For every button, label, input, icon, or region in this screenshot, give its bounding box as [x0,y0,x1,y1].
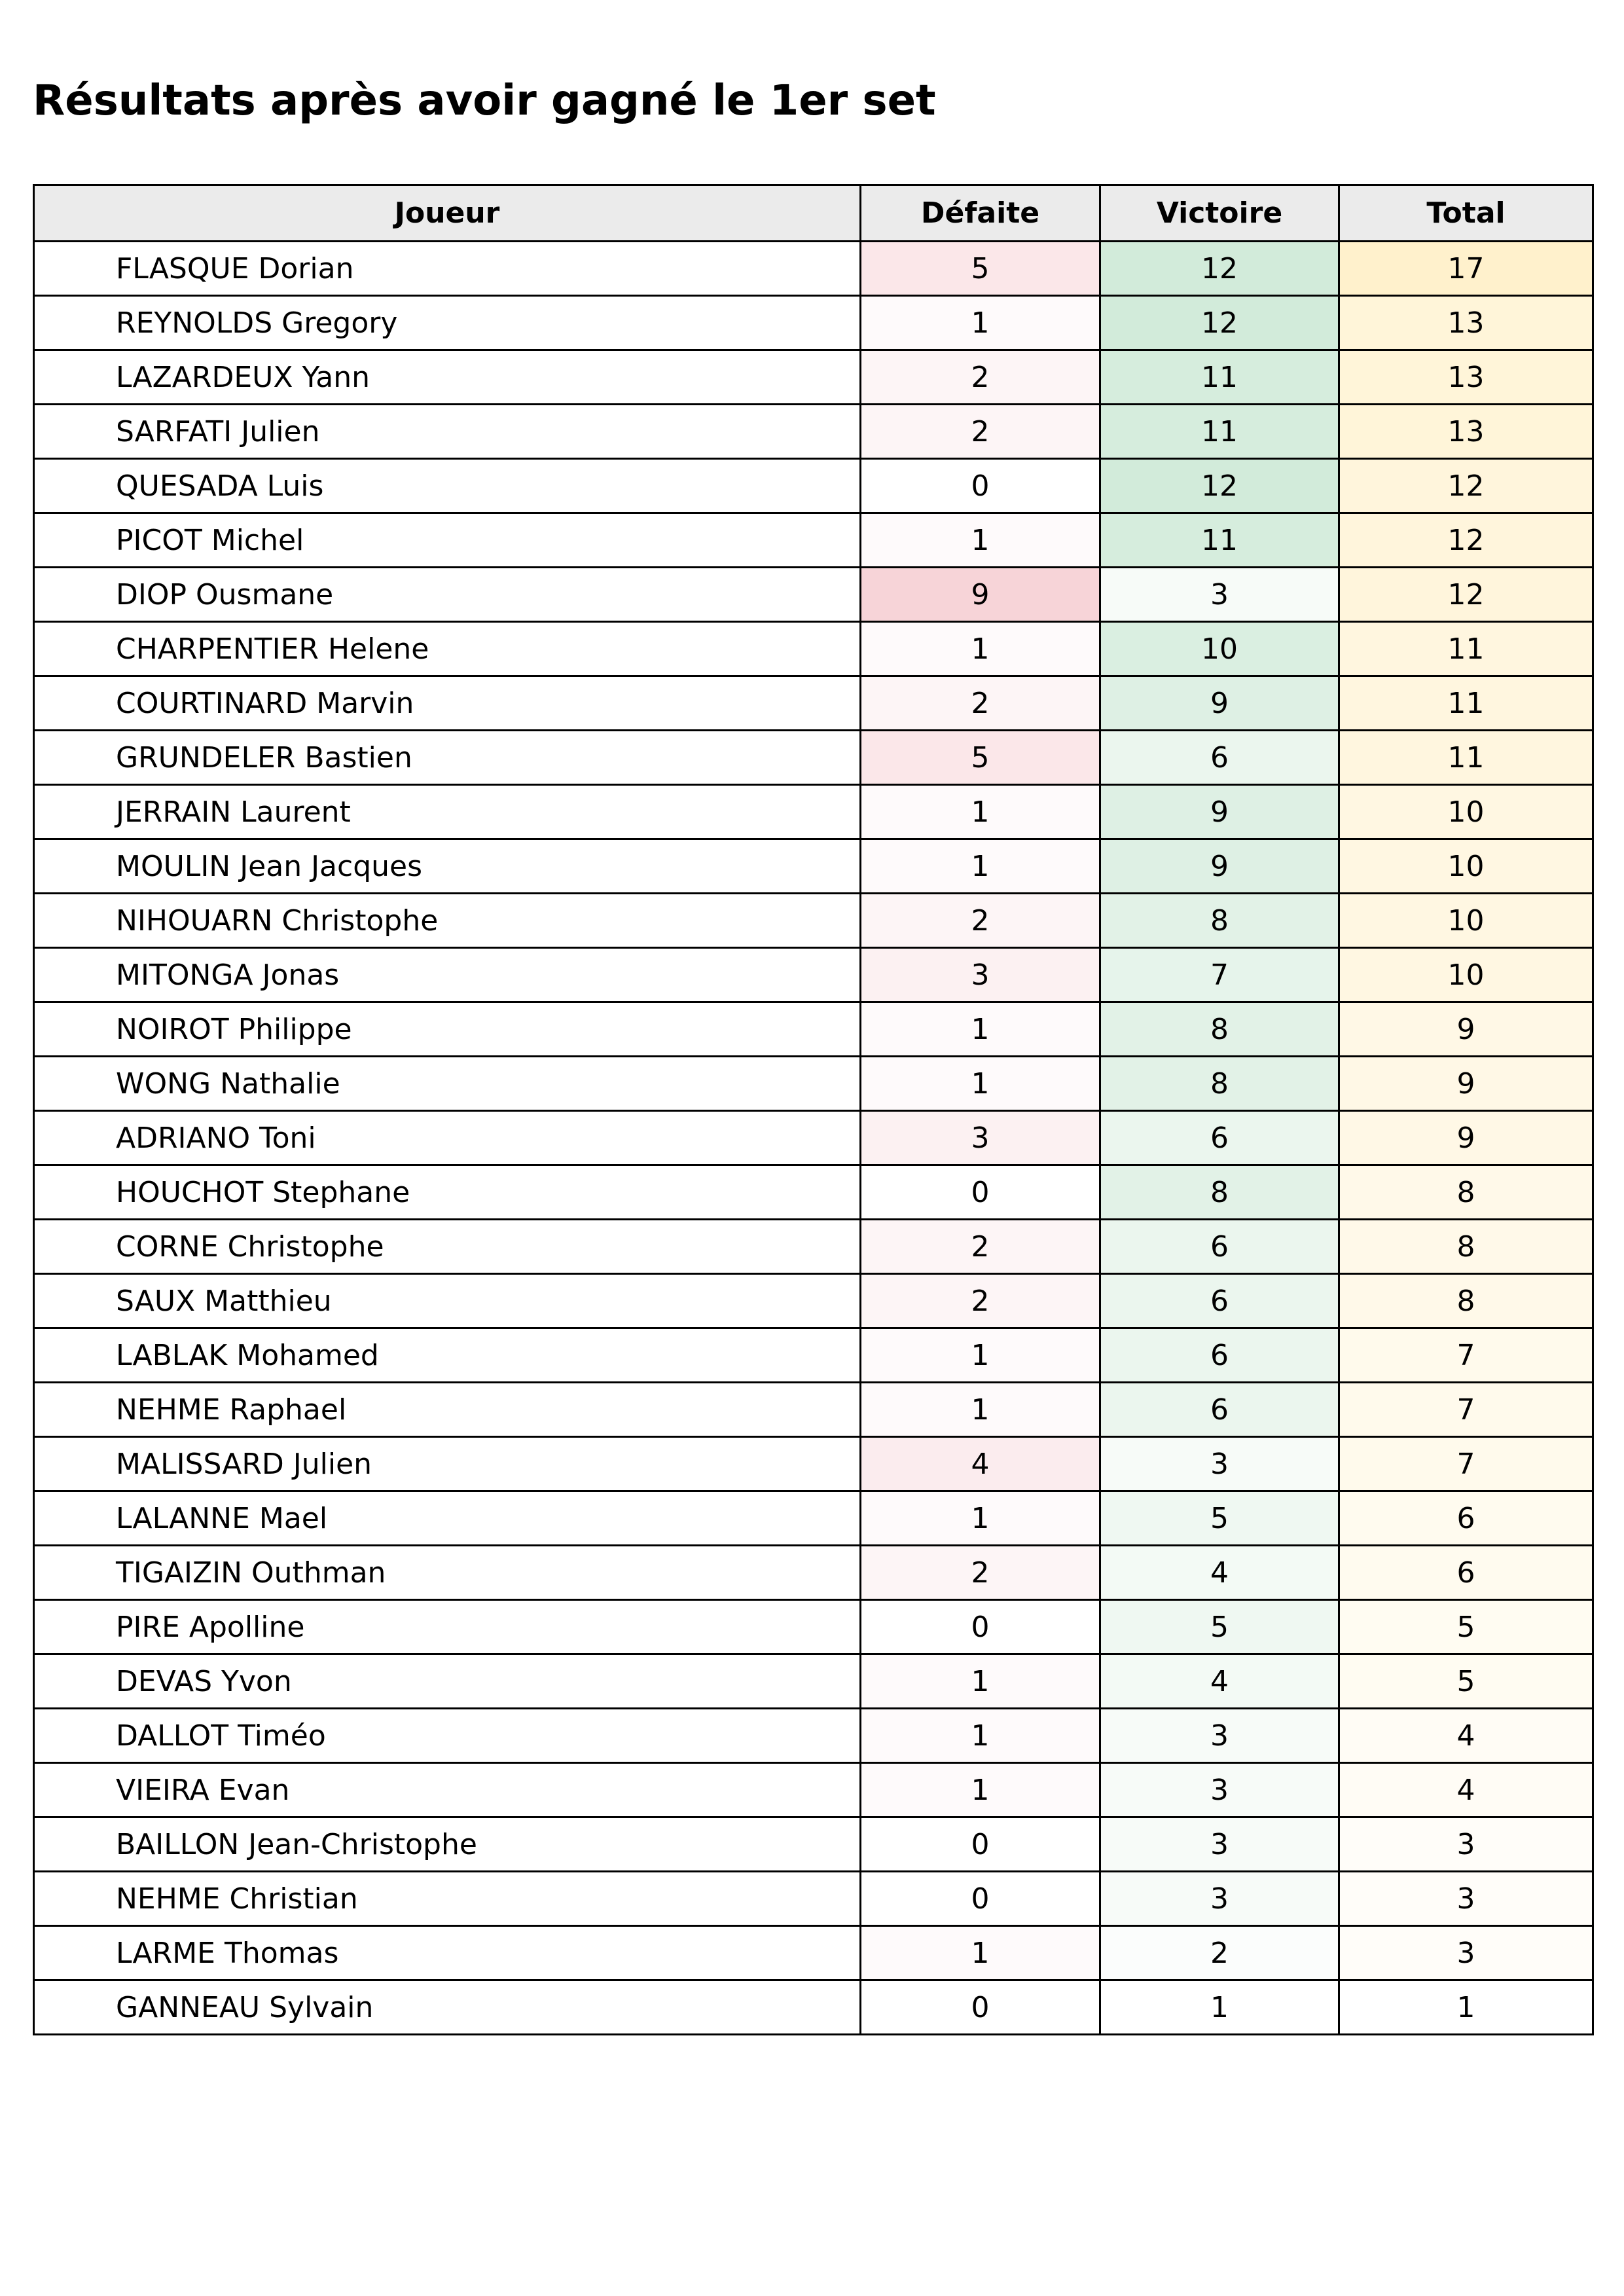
cell-victoire: 3 [1100,1763,1339,1817]
cell-total: 13 [1339,405,1593,459]
cell-defaite: 0 [861,1600,1100,1654]
cell-defaite: 1 [861,622,1100,676]
cell-defaite: 1 [861,296,1100,350]
cell-joueur: COURTINARD Marvin [34,676,861,731]
table-row [34,948,1593,1002]
cell-joueur: TIGAIZIN Outhman [34,1546,861,1600]
cell-victoire: 10 [1100,622,1339,676]
table-row [34,296,1593,350]
cell-victoire: 6 [1100,1383,1339,1437]
cell-total: 12 [1339,459,1593,513]
cell-joueur: NEHME Christian [34,1872,861,1926]
table-row [34,1654,1593,1709]
cell-joueur: BAILLON Jean-Christophe [34,1817,861,1872]
table-row [34,676,1593,731]
table-row [34,622,1593,676]
cell-defaite: 1 [861,1057,1100,1111]
cell-victoire: 3 [1100,1709,1339,1763]
cell-victoire: 2 [1100,1926,1339,1980]
cell-defaite: 1 [861,785,1100,839]
cell-defaite: 0 [861,1980,1100,2035]
cell-victoire: 3 [1100,1872,1339,1926]
cell-joueur: DALLOT Timéo [34,1709,861,1763]
table-row [34,894,1593,948]
cell-victoire: 8 [1100,894,1339,948]
table-row [34,839,1593,894]
cell-victoire: 9 [1100,676,1339,731]
table-row [34,1709,1593,1763]
table-row [34,1872,1593,1926]
cell-total: 3 [1339,1872,1593,1926]
cell-joueur: WONG Nathalie [34,1057,861,1111]
cell-joueur: ADRIANO Toni [34,1111,861,1165]
cell-victoire: 11 [1100,350,1339,405]
cell-total: 10 [1339,839,1593,894]
table-row [34,513,1593,568]
table-row [34,459,1593,513]
cell-total: 13 [1339,296,1593,350]
cell-joueur: HOUCHOT Stephane [34,1165,861,1220]
cell-defaite: 1 [861,1763,1100,1817]
page-title: Résultats après avoir gagné le 1er set [33,77,936,125]
cell-defaite: 9 [861,568,1100,622]
cell-joueur: MALISSARD Julien [34,1437,861,1491]
cell-joueur: CHARPENTIER Helene [34,622,861,676]
cell-total: 10 [1339,948,1593,1002]
cell-defaite: 0 [861,1165,1100,1220]
cell-total: 8 [1339,1274,1593,1328]
cell-victoire: 4 [1100,1654,1339,1709]
cell-joueur: NOIROT Philippe [34,1002,861,1057]
cell-defaite: 1 [861,1926,1100,1980]
cell-defaite: 1 [861,1002,1100,1057]
cell-victoire: 9 [1100,785,1339,839]
cell-total: 17 [1339,242,1593,296]
cell-victoire: 6 [1100,1328,1339,1383]
cell-victoire: 12 [1100,296,1339,350]
cell-joueur: REYNOLDS Gregory [34,296,861,350]
results-table [33,184,1594,2035]
cell-joueur: SAUX Matthieu [34,1274,861,1328]
cell-total: 6 [1339,1491,1593,1546]
cell-total: 11 [1339,676,1593,731]
cell-defaite: 1 [861,1491,1100,1546]
table-row [34,785,1593,839]
cell-joueur: SARFATI Julien [34,405,861,459]
cell-total: 11 [1339,622,1593,676]
table-row [34,1383,1593,1437]
cell-total: 3 [1339,1817,1593,1872]
cell-joueur: PIRE Apolline [34,1600,861,1654]
table-row [34,350,1593,405]
cell-total: 1 [1339,1980,1593,2035]
cell-defaite: 0 [861,1872,1100,1926]
cell-defaite: 1 [861,1654,1100,1709]
cell-defaite: 0 [861,459,1100,513]
cell-victoire: 4 [1100,1546,1339,1600]
cell-defaite: 2 [861,676,1100,731]
cell-victoire: 8 [1100,1002,1339,1057]
cell-joueur: QUESADA Luis [34,459,861,513]
cell-victoire: 6 [1100,1220,1339,1274]
cell-defaite: 1 [861,1383,1100,1437]
cell-joueur: DEVAS Yvon [34,1654,861,1709]
cell-total: 7 [1339,1437,1593,1491]
cell-joueur: MOULIN Jean Jacques [34,839,861,894]
cell-total: 9 [1339,1111,1593,1165]
cell-victoire: 6 [1100,1111,1339,1165]
table-row [34,1546,1593,1600]
cell-joueur: LALANNE Mael [34,1491,861,1546]
cell-total: 8 [1339,1220,1593,1274]
cell-total: 12 [1339,513,1593,568]
cell-total: 10 [1339,785,1593,839]
cell-defaite: 0 [861,1817,1100,1872]
header-victoire: Victoire [1100,185,1339,242]
cell-joueur: JERRAIN Laurent [34,785,861,839]
cell-total: 7 [1339,1328,1593,1383]
cell-victoire: 8 [1100,1165,1339,1220]
cell-joueur: MITONGA Jonas [34,948,861,1002]
cell-victoire: 5 [1100,1600,1339,1654]
header-total: Total [1339,185,1593,242]
header-defaite: Défaite [861,185,1100,242]
cell-total: 10 [1339,894,1593,948]
cell-defaite: 2 [861,1546,1100,1600]
cell-defaite: 2 [861,894,1100,948]
table-row [34,1002,1593,1057]
table-row [34,1491,1593,1546]
cell-defaite: 5 [861,731,1100,785]
cell-defaite: 1 [861,513,1100,568]
cell-joueur: LABLAK Mohamed [34,1328,861,1383]
cell-total: 4 [1339,1709,1593,1763]
cell-joueur: CORNE Christophe [34,1220,861,1274]
cell-victoire: 7 [1100,948,1339,1002]
table-row [34,1165,1593,1220]
cell-victoire: 11 [1100,405,1339,459]
cell-victoire: 1 [1100,1980,1339,2035]
cell-total: 11 [1339,731,1593,785]
table-row [34,1817,1593,1872]
cell-victoire: 5 [1100,1491,1339,1546]
cell-total: 8 [1339,1165,1593,1220]
cell-total: 4 [1339,1763,1593,1817]
table-row [34,731,1593,785]
table-row [34,1274,1593,1328]
table-row [34,1057,1593,1111]
table-row [34,1980,1593,2035]
cell-joueur: LARME Thomas [34,1926,861,1980]
table-row [34,1111,1593,1165]
cell-joueur: PICOT Michel [34,513,861,568]
table-row [34,1763,1593,1817]
cell-defaite: 2 [861,405,1100,459]
cell-defaite: 1 [861,1328,1100,1383]
cell-victoire: 3 [1100,1437,1339,1491]
table-row [34,1220,1593,1274]
cell-joueur: NEHME Raphael [34,1383,861,1437]
cell-total: 5 [1339,1600,1593,1654]
cell-total: 6 [1339,1546,1593,1600]
cell-joueur: LAZARDEUX Yann [34,350,861,405]
cell-victoire: 3 [1100,1817,1339,1872]
cell-defaite: 1 [861,1709,1100,1763]
cell-victoire: 12 [1100,459,1339,513]
cell-joueur: FLASQUE Dorian [34,242,861,296]
table-row [34,1437,1593,1491]
cell-joueur: VIEIRA Evan [34,1763,861,1817]
cell-joueur: DIOP Ousmane [34,568,861,622]
cell-total: 9 [1339,1002,1593,1057]
header-joueur: Joueur [34,185,861,242]
cell-defaite: 1 [861,839,1100,894]
cell-defaite: 2 [861,1274,1100,1328]
cell-joueur: GRUNDELER Bastien [34,731,861,785]
table-row [34,568,1593,622]
table-row [34,242,1593,296]
table-row [34,1600,1593,1654]
cell-joueur: NIHOUARN Christophe [34,894,861,948]
cell-defaite: 2 [861,1220,1100,1274]
table-row [34,405,1593,459]
table-body [34,242,1593,2035]
cell-victoire: 8 [1100,1057,1339,1111]
cell-victoire: 6 [1100,731,1339,785]
cell-defaite: 2 [861,350,1100,405]
cell-defaite: 3 [861,1111,1100,1165]
table-row [34,1328,1593,1383]
cell-total: 9 [1339,1057,1593,1111]
cell-victoire: 11 [1100,513,1339,568]
cell-victoire: 9 [1100,839,1339,894]
cell-joueur: GANNEAU Sylvain [34,1980,861,2035]
cell-victoire: 6 [1100,1274,1339,1328]
table-header-row [34,185,1593,242]
table-row [34,1926,1593,1980]
cell-total: 5 [1339,1654,1593,1709]
cell-total: 13 [1339,350,1593,405]
cell-total: 12 [1339,568,1593,622]
cell-defaite: 4 [861,1437,1100,1491]
cell-total: 3 [1339,1926,1593,1980]
cell-victoire: 3 [1100,568,1339,622]
cell-defaite: 5 [861,242,1100,296]
cell-total: 7 [1339,1383,1593,1437]
cell-victoire: 12 [1100,242,1339,296]
cell-defaite: 3 [861,948,1100,1002]
